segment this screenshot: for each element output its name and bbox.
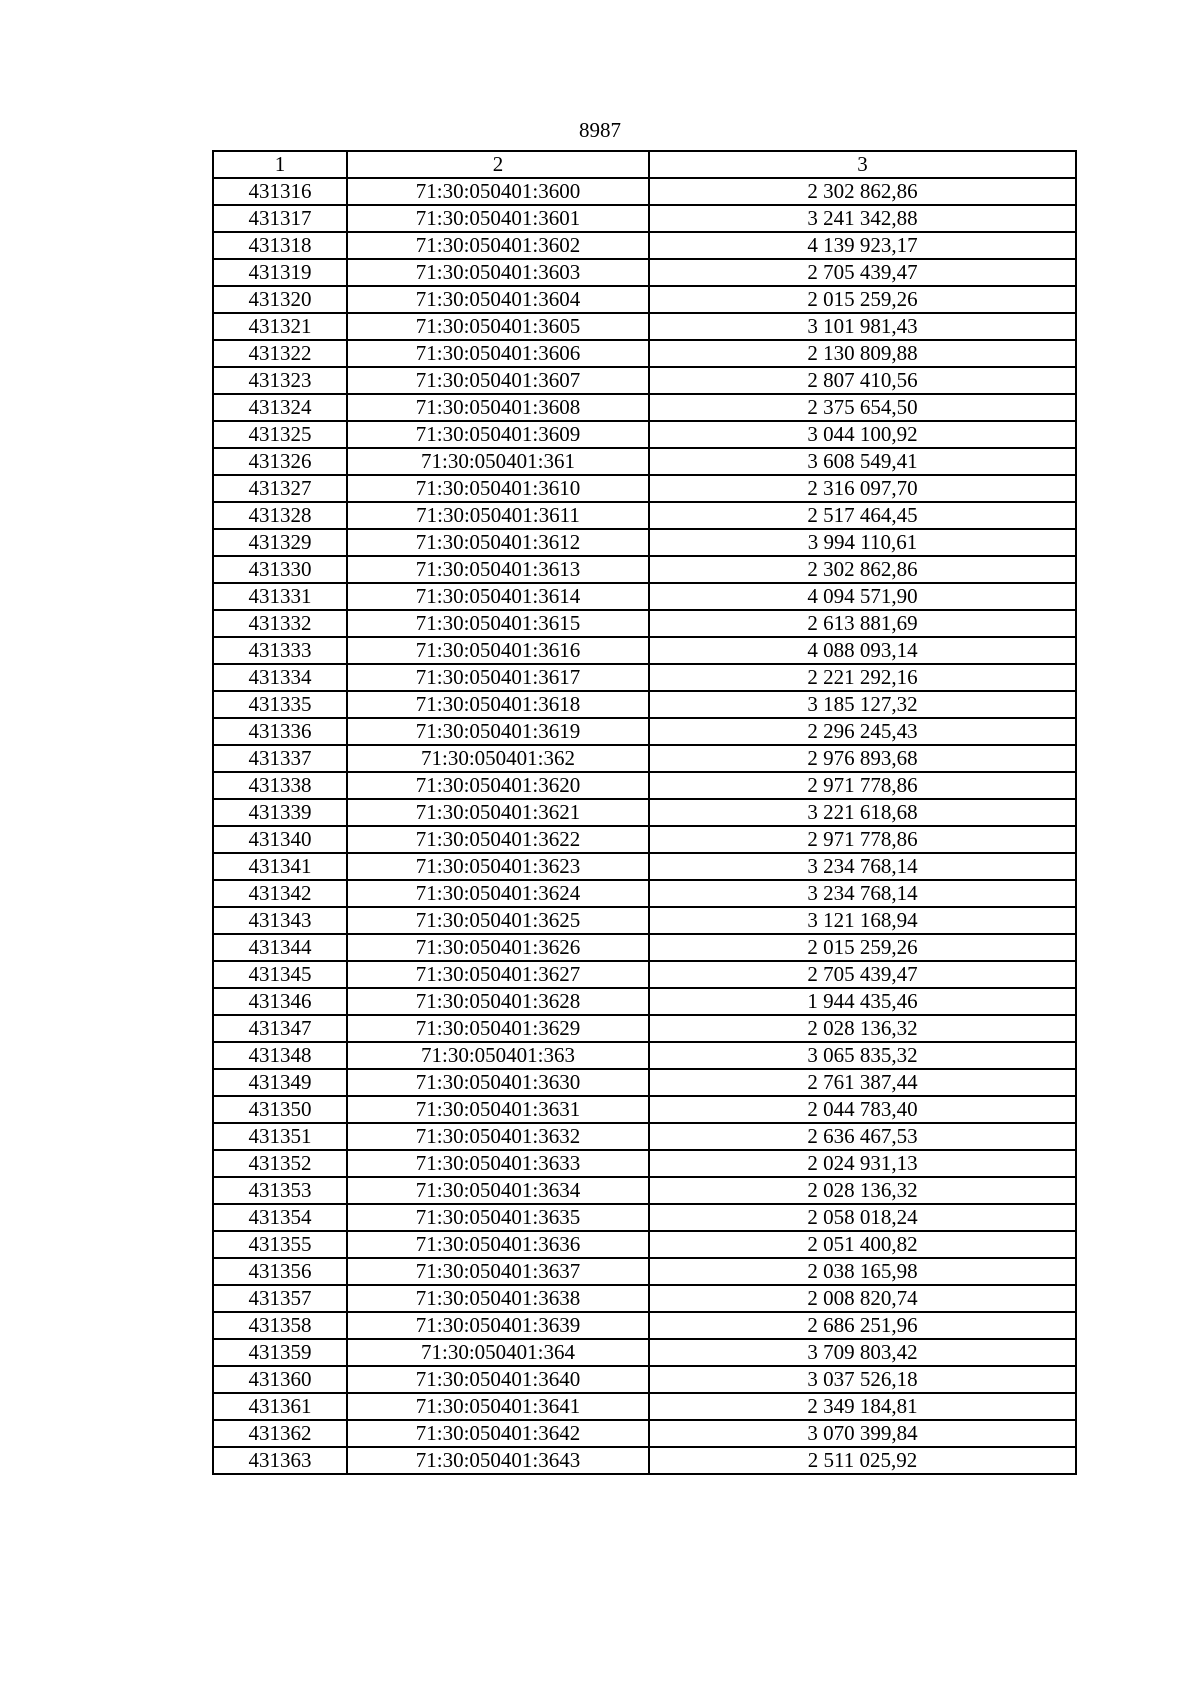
table-row	[213, 1150, 1076, 1177]
value-cell: 3 070 399,84	[649, 1420, 1076, 1447]
row-number-cell: 431353	[213, 1177, 347, 1204]
value-cell: 2 705 439,47	[649, 961, 1076, 988]
value-cell: 3 185 127,32	[649, 691, 1076, 718]
value-cell: 2 302 862,86	[649, 556, 1076, 583]
row-number-cell: 431352	[213, 1150, 347, 1177]
cadastral-number-cell: 71:30:050401:3621	[347, 799, 649, 826]
value-cell: 3 608 549,41	[649, 448, 1076, 475]
table-row	[213, 475, 1076, 502]
value-cell: 2 038 165,98	[649, 1258, 1076, 1285]
table-row	[213, 880, 1076, 907]
row-number-cell: 431317	[213, 205, 347, 232]
value-cell: 3 065 835,32	[649, 1042, 1076, 1069]
row-number-cell: 431331	[213, 583, 347, 610]
cadastral-number-cell: 71:30:050401:3623	[347, 853, 649, 880]
table-row	[213, 340, 1076, 367]
cadastral-number-cell: 71:30:050401:364	[347, 1339, 649, 1366]
value-cell: 3 234 768,14	[649, 880, 1076, 907]
cadastral-number-cell: 71:30:050401:3633	[347, 1150, 649, 1177]
table-row	[213, 1204, 1076, 1231]
table-row	[213, 583, 1076, 610]
row-number-cell: 431354	[213, 1204, 347, 1231]
table-row	[213, 637, 1076, 664]
value-cell: 2 316 097,70	[649, 475, 1076, 502]
table-row	[213, 1420, 1076, 1447]
table-row	[213, 1312, 1076, 1339]
row-number-cell: 431325	[213, 421, 347, 448]
cadastral-number-cell: 71:30:050401:3608	[347, 394, 649, 421]
table-row	[213, 961, 1076, 988]
table-row	[213, 664, 1076, 691]
cadastral-number-cell: 71:30:050401:3627	[347, 961, 649, 988]
cadastral-number-cell: 71:30:050401:3617	[347, 664, 649, 691]
row-number-cell: 431350	[213, 1096, 347, 1123]
value-cell: 2 024 931,13	[649, 1150, 1076, 1177]
row-number-cell: 431321	[213, 313, 347, 340]
cadastral-number-cell: 71:30:050401:3631	[347, 1096, 649, 1123]
table-row	[213, 691, 1076, 718]
cadastral-number-cell: 71:30:050401:3613	[347, 556, 649, 583]
table-header-row	[213, 151, 1076, 178]
cadastral-number-cell: 71:30:050401:3620	[347, 772, 649, 799]
cadastral-number-cell: 71:30:050401:3609	[347, 421, 649, 448]
cadastral-number-cell: 71:30:050401:3636	[347, 1231, 649, 1258]
row-number-cell: 431341	[213, 853, 347, 880]
table-row	[213, 1015, 1076, 1042]
row-number-cell: 431349	[213, 1069, 347, 1096]
row-number-cell: 431334	[213, 664, 347, 691]
data-table	[212, 150, 1077, 1475]
cadastral-number-cell: 71:30:050401:3603	[347, 259, 649, 286]
cadastral-number-cell: 71:30:050401:3634	[347, 1177, 649, 1204]
value-cell: 3 234 768,14	[649, 853, 1076, 880]
table-row	[213, 610, 1076, 637]
table-row	[213, 502, 1076, 529]
table-row	[213, 367, 1076, 394]
row-number-cell: 431326	[213, 448, 347, 475]
value-cell: 3 044 100,92	[649, 421, 1076, 448]
table-row	[213, 1096, 1076, 1123]
table-row	[213, 1258, 1076, 1285]
row-number-cell: 431324	[213, 394, 347, 421]
cadastral-number-cell: 71:30:050401:3615	[347, 610, 649, 637]
table-row	[213, 799, 1076, 826]
value-cell: 2 058 018,24	[649, 1204, 1076, 1231]
cadastral-number-cell: 71:30:050401:3619	[347, 718, 649, 745]
row-number-cell: 431360	[213, 1366, 347, 1393]
value-cell: 2 015 259,26	[649, 934, 1076, 961]
value-cell: 2 517 464,45	[649, 502, 1076, 529]
table-row	[213, 1042, 1076, 1069]
table-row	[213, 286, 1076, 313]
row-number-cell: 431361	[213, 1393, 347, 1420]
value-cell: 2 051 400,82	[649, 1231, 1076, 1258]
row-number-cell: 431319	[213, 259, 347, 286]
table-row	[213, 988, 1076, 1015]
table-row	[213, 718, 1076, 745]
table-row	[213, 313, 1076, 340]
table-row	[213, 259, 1076, 286]
cadastral-number-cell: 71:30:050401:3601	[347, 205, 649, 232]
row-number-cell: 431318	[213, 232, 347, 259]
cadastral-number-cell: 71:30:050401:3635	[347, 1204, 649, 1231]
table-row	[213, 1447, 1076, 1474]
row-number-cell: 431322	[213, 340, 347, 367]
cadastral-number-cell: 71:30:050401:3605	[347, 313, 649, 340]
table-row	[213, 934, 1076, 961]
value-cell: 2 349 184,81	[649, 1393, 1076, 1420]
value-cell: 2 686 251,96	[649, 1312, 1076, 1339]
cadastral-number-cell: 71:30:050401:3641	[347, 1393, 649, 1420]
cadastral-number-cell: 71:30:050401:3637	[347, 1258, 649, 1285]
cadastral-number-cell: 71:30:050401:361	[347, 448, 649, 475]
cadastral-number-cell: 71:30:050401:3625	[347, 907, 649, 934]
table-header	[213, 151, 1076, 178]
cadastral-number-cell: 71:30:050401:3607	[347, 367, 649, 394]
row-number-cell: 431336	[213, 718, 347, 745]
row-number-cell: 431343	[213, 907, 347, 934]
value-cell: 2 971 778,86	[649, 772, 1076, 799]
row-number-cell: 431363	[213, 1447, 347, 1474]
table-row	[213, 1231, 1076, 1258]
cadastral-number-cell: 71:30:050401:3632	[347, 1123, 649, 1150]
value-cell: 3 037 526,18	[649, 1366, 1076, 1393]
row-number-cell: 431356	[213, 1258, 347, 1285]
row-number-cell: 431332	[213, 610, 347, 637]
table-row	[213, 394, 1076, 421]
column-header-2: 2	[347, 151, 649, 178]
row-number-cell: 431362	[213, 1420, 347, 1447]
cadastral-number-cell: 71:30:050401:363	[347, 1042, 649, 1069]
value-cell: 4 088 093,14	[649, 637, 1076, 664]
row-number-cell: 431346	[213, 988, 347, 1015]
row-number-cell: 431337	[213, 745, 347, 772]
row-number-cell: 431333	[213, 637, 347, 664]
row-number-cell: 431340	[213, 826, 347, 853]
cadastral-number-cell: 71:30:050401:3626	[347, 934, 649, 961]
cadastral-number-cell: 71:30:050401:3638	[347, 1285, 649, 1312]
table-row	[213, 907, 1076, 934]
value-cell: 2 761 387,44	[649, 1069, 1076, 1096]
value-cell: 3 241 342,88	[649, 205, 1076, 232]
column-header-3: 3	[649, 151, 1076, 178]
row-number-cell: 431347	[213, 1015, 347, 1042]
row-number-cell: 431323	[213, 367, 347, 394]
cadastral-number-cell: 71:30:050401:3611	[347, 502, 649, 529]
row-number-cell: 431328	[213, 502, 347, 529]
cadastral-number-cell: 71:30:050401:3630	[347, 1069, 649, 1096]
value-cell: 2 976 893,68	[649, 745, 1076, 772]
row-number-cell: 431344	[213, 934, 347, 961]
table-row	[213, 745, 1076, 772]
value-cell: 2 971 778,86	[649, 826, 1076, 853]
cadastral-number-cell: 71:30:050401:3616	[347, 637, 649, 664]
cadastral-number-cell: 71:30:050401:3643	[347, 1447, 649, 1474]
row-number-cell: 431357	[213, 1285, 347, 1312]
table-row	[213, 853, 1076, 880]
row-number-cell: 431338	[213, 772, 347, 799]
value-cell: 2 807 410,56	[649, 367, 1076, 394]
cadastral-number-cell: 71:30:050401:3629	[347, 1015, 649, 1042]
value-cell: 2 375 654,50	[649, 394, 1076, 421]
table-body	[213, 178, 1076, 1474]
cadastral-number-cell: 71:30:050401:3639	[347, 1312, 649, 1339]
table-row	[213, 205, 1076, 232]
value-cell: 2 044 783,40	[649, 1096, 1076, 1123]
table-row	[213, 232, 1076, 259]
table-row	[213, 1393, 1076, 1420]
table-row	[213, 1123, 1076, 1150]
cadastral-number-cell: 71:30:050401:3614	[347, 583, 649, 610]
cadastral-number-cell: 71:30:050401:3640	[347, 1366, 649, 1393]
row-number-cell: 431320	[213, 286, 347, 313]
value-cell: 2 705 439,47	[649, 259, 1076, 286]
cadastral-number-cell: 71:30:050401:362	[347, 745, 649, 772]
value-cell: 2 028 136,32	[649, 1177, 1076, 1204]
row-number-cell: 431355	[213, 1231, 347, 1258]
value-cell: 2 613 881,69	[649, 610, 1076, 637]
cadastral-number-cell: 71:30:050401:3602	[347, 232, 649, 259]
value-cell: 3 121 168,94	[649, 907, 1076, 934]
value-cell: 2 008 820,74	[649, 1285, 1076, 1312]
row-number-cell: 431327	[213, 475, 347, 502]
value-cell: 4 139 923,17	[649, 232, 1076, 259]
value-cell: 2 636 467,53	[649, 1123, 1076, 1150]
table-row	[213, 1366, 1076, 1393]
row-number-cell: 431335	[213, 691, 347, 718]
row-number-cell: 431329	[213, 529, 347, 556]
table-row	[213, 178, 1076, 205]
value-cell: 2 296 245,43	[649, 718, 1076, 745]
table-row	[213, 421, 1076, 448]
row-number-cell: 431348	[213, 1042, 347, 1069]
cadastral-number-cell: 71:30:050401:3622	[347, 826, 649, 853]
column-header-1: 1	[213, 151, 347, 178]
row-number-cell: 431359	[213, 1339, 347, 1366]
row-number-cell: 431351	[213, 1123, 347, 1150]
value-cell: 2 302 862,86	[649, 178, 1076, 205]
table-row	[213, 1285, 1076, 1312]
table-row	[213, 1069, 1076, 1096]
row-number-cell: 431339	[213, 799, 347, 826]
cadastral-number-cell: 71:30:050401:3604	[347, 286, 649, 313]
value-cell: 3 709 803,42	[649, 1339, 1076, 1366]
cadastral-number-cell: 71:30:050401:3600	[347, 178, 649, 205]
table-row	[213, 448, 1076, 475]
table-row	[213, 1177, 1076, 1204]
cadastral-number-cell: 71:30:050401:3628	[347, 988, 649, 1015]
value-cell: 2 028 136,32	[649, 1015, 1076, 1042]
value-cell: 2 130 809,88	[649, 340, 1076, 367]
cadastral-number-cell: 71:30:050401:3624	[347, 880, 649, 907]
cadastral-number-cell: 71:30:050401:3606	[347, 340, 649, 367]
value-cell: 2 015 259,26	[649, 286, 1076, 313]
row-number-cell: 431342	[213, 880, 347, 907]
row-number-cell: 431345	[213, 961, 347, 988]
cadastral-number-cell: 71:30:050401:3610	[347, 475, 649, 502]
row-number-cell: 431358	[213, 1312, 347, 1339]
row-number-cell: 431330	[213, 556, 347, 583]
table-row	[213, 556, 1076, 583]
cadastral-number-cell: 71:30:050401:3642	[347, 1420, 649, 1447]
value-cell: 2 221 292,16	[649, 664, 1076, 691]
value-cell: 3 994 110,61	[649, 529, 1076, 556]
table-row	[213, 529, 1076, 556]
value-cell: 2 511 025,92	[649, 1447, 1076, 1474]
cadastral-number-cell: 71:30:050401:3612	[347, 529, 649, 556]
value-cell: 3 221 618,68	[649, 799, 1076, 826]
value-cell: 1 944 435,46	[649, 988, 1076, 1015]
table-row	[213, 1339, 1076, 1366]
row-number-cell: 431316	[213, 178, 347, 205]
cadastral-number-cell: 71:30:050401:3618	[347, 691, 649, 718]
table-row	[213, 772, 1076, 799]
table-row	[213, 826, 1076, 853]
page-number: 8987	[579, 118, 621, 142]
value-cell: 4 094 571,90	[649, 583, 1076, 610]
value-cell: 3 101 981,43	[649, 313, 1076, 340]
